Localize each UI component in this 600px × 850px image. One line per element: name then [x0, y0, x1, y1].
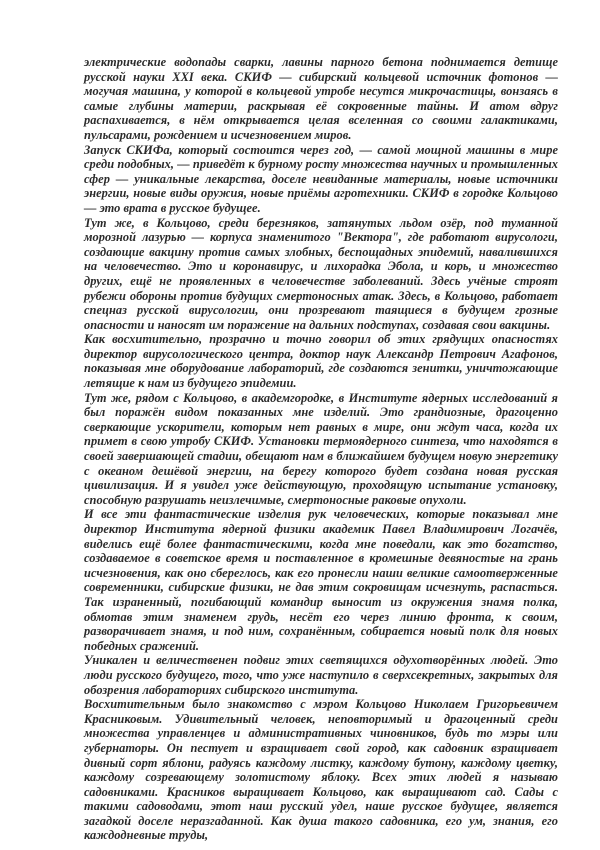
body-text — [84, 55, 558, 843]
paragraph-skif-launch: Запуск СКИФа, который состоится через год, — самой мощной машины в мире среди подобных, — приведёт к бурному росту множества научных и промышленных сфер — уникальные лекарства, доселе невиданные материалы, новые источники энергии, новые виды оружия, новые приёмы агротехники. СКИФ в городке Кольцово — это врата в русское будущее. — [84, 142, 558, 215]
paragraph-feat: Уникален и величественен подвиг этих светящихся одухотворённых людей. Это люди русского будущего, того, что уже наступило в сверхсекретных, закрытых для обозрения лабораториях сибирского института. — [84, 653, 558, 697]
paragraph-logachev: И все эти фантастические изделия рук человеческих, которые показывал мне директор Института ядерной физики академик Павел Владимирович Логачёв, виделись ещё более фантастическими, когда мне поведали, как это богатство, создаваемое в советское время и поставленное в кромешные девяностые на грань исчезновения, как оно сбереглось, как его пронесли наши великие самоотверженные современники, сибирские физики, не дав этим сокровищам исчезнуть, распасться. Так израненный, погибающий командир выносит из окружения знамя полка, обмотав этим знаменем грудь, несёт его через линию фронта, к своим, разворачивает знамя, и под ним, сохранённым, собирается новый полк для новых победных сражений. — [84, 507, 558, 653]
paragraph-skif-intro: электрические водопады сварки, лавины парного бетона поднимается детище русской науки XXI века. СКИФ — сибирский кольцевой источник фотонов — могучая машина, у которой в кольцевой утробе несутся микрочастицы, вонзаясь в самые глубины материи, раскрывая её сокровенные тайны. И атом вдруг распахивается, в нём открывается целая вселенная со своими галактиками, пульсарами, рождением и исчезновением миров. — [84, 55, 558, 142]
paragraph-agafonov: Как восхитительно, прозрачно и точно говорил об этих грядущих опасностях директор вирусологического центра, доктор наук Александр Петрович Агафонов, показывая мне оборудование лабораторий, где создаются зенитки, уничтожающие летящие к нам из будущего эпидемии. — [84, 332, 558, 391]
paragraph-vector: Тут же, в Кольцово, среди березняков, затянутых льдом озёр, под туманной морозной лазурью — корпуса знаменитого "Вектора", где работают вирусологи, создающие вакцину против самых злобных, беспощадных эпидемий, навалившихся на человечество. Это и коронавирус, и лихорадка Эбола, и корь, и множество других, ещё не проявленных в человечестве заболеваний. Здесь учёные строят рубежи обороны против будущих смертоносных атак. Здесь, в Кольцово, работает спецназ русской вирусологии, они прозревают таящиеся в будущем грозные опасности и наносят им поражение на дальних подступах, создавая свои вакцины. — [84, 215, 558, 332]
paragraph-nuclear-institute: Тут же, рядом с Кольцово, в академгородке, в Институте ядерных исследований я был поражён видом показанных мне изделий. Это грандиозные, драгоценно сверкающие ускорители, которым нет равных в мире, они ждут часа, когда их примет в свою утробу СКИФ. Установки термоядерного синтеза, что находятся в своей завершающей стадии, обещают нам в ближайшем будущем новую энергетику с океаном дешёвой энергии, на берегу которого будет создана новая русская цивилизация. И я увидел уже действующую, проходящую испытание установку, способную разрушать неизлечимые, смертоносные раковые опухоли. — [84, 390, 558, 507]
paragraph-krasnikov: Восхитительным было знакомство с мэром Кольцово Николаем Григорьевичем Красниковым. Удивительный человек, неповторимый и драгоценный среди множества управленцев и административных чиновников, будь то мэры или губернаторы. Он пестует и взращивает свой город, как садовник взращивает дивный сорт яблони, радуясь каждому листку, каждому бутону, каждому цветку, каждому созревающему золотистому яблоку. Всех этих людей я называю садовниками. Красников выращивает Кольцово, как выращивают сад. Сады с такими садоводами, этот наш русский удел, наше русское будущее, является загадкой доселе неразгаданной. Как душа такого садовника, его ум, знания, его каждодневные труды, — [84, 697, 558, 843]
